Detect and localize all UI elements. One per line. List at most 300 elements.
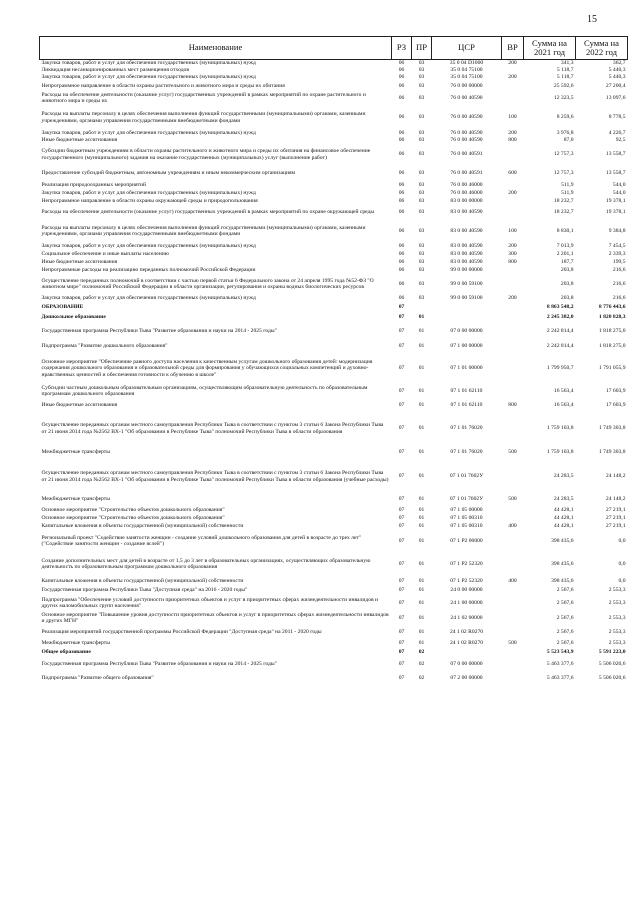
cell-name: Осуществление переданных органам местного самоуправления Республики Тыва в соответствии с пунктом 3 статьи 6 Закона Республики Тыва от 21 июня 2014 года №2562 ВХ-1 "Об образовании в Республике Тыва" полномочий Республики Тыва в области образования: [41, 422, 384, 435]
cell-name: Иные бюджетные ассигнования: [41, 402, 118, 409]
cell-name: Государственная программа Республики Тыва "Доступная среда" на 2016 - 2020 годы": [41, 587, 248, 594]
cell-pr: 03: [418, 74, 425, 81]
table-row: [40, 91, 628, 106]
cell-vr: [502, 267, 524, 275]
cell-rz: 06: [398, 280, 405, 287]
cell-name: Общее образование: [41, 649, 91, 656]
cell-vr: [502, 461, 524, 493]
cell-csr: 83 0 00 00000: [450, 198, 483, 205]
cell-rz: 07: [398, 614, 405, 621]
cell-name: Закупка товаров, работ и услуг для обеспечения государственных (муниципальных) нужд: [41, 190, 256, 197]
header-name: Наименование: [40, 37, 392, 60]
cell-sum-2022: 17 603,9: [605, 402, 626, 409]
table-row: [40, 67, 628, 74]
cell-sum-2021: 203,8: [560, 280, 574, 287]
cell-pr: 01: [418, 342, 425, 349]
cell-rz: 06: [398, 114, 405, 121]
cell-vr: 200: [508, 129, 517, 136]
cell-sum-2022: 5 506 020,6: [598, 674, 626, 681]
cell-sum-2021: 8 259,6: [556, 114, 574, 121]
table-row: [40, 312, 628, 324]
cell-sum-2022: 0,0: [618, 577, 626, 584]
cell-sum-2021: 16 563,4: [553, 402, 574, 409]
cell-pr: 03: [418, 151, 425, 158]
cell-rz: 06: [398, 190, 405, 197]
table-row: [40, 354, 628, 384]
cell-sum-2021: 5 463 377,6: [546, 660, 574, 667]
cell-sum-2022: 1 749 303,8: [598, 449, 626, 456]
header-csr: ЦСР: [432, 37, 502, 60]
cell-csr: 76 0 00 40590: [450, 94, 483, 101]
cell-sum-2022: 24 148,2: [605, 473, 626, 480]
cell-pr: 03: [418, 198, 425, 205]
cell-sum-2021: 203,8: [560, 294, 574, 301]
cell-pr: 02: [418, 649, 425, 656]
cell-name: Государственная программа Республики Тыва "Развитие образования и науки на 2014 - 2025 годы": [41, 327, 277, 334]
cell-pr: 03: [418, 94, 425, 101]
cell-vr: [502, 626, 524, 639]
cell-rz: 06: [398, 267, 405, 274]
cell-sum-2021: 2 567,6: [556, 587, 574, 594]
cell-pr: 01: [418, 327, 425, 334]
cell-vr: 600: [508, 170, 517, 177]
cell-sum-2022: 2 553,3: [608, 628, 626, 635]
cell-sum-2022: 5 591 223,0: [598, 649, 626, 656]
cell-pr: 03: [418, 190, 425, 197]
table-row: [40, 324, 628, 339]
cell-sum-2022: 9 384,8: [608, 227, 626, 234]
cell-csr: 24 1 02 R0270: [449, 628, 484, 635]
cell-sum-2021: 511,9: [561, 182, 574, 189]
cell-rz: 07: [398, 473, 405, 480]
cell-vr: [502, 312, 524, 324]
header-pr: ПР: [412, 37, 432, 60]
table-row: [40, 137, 628, 144]
cell-sum-2021: 5 523 543,9: [546, 649, 574, 656]
cell-sum-2022: 19 378,1: [605, 198, 626, 205]
cell-sum-2022: 1 818 275,0: [598, 342, 626, 349]
cell-pr: 01: [418, 314, 425, 321]
cell-rz: 07: [398, 327, 405, 334]
cell-rz: 06: [398, 170, 405, 177]
cell-sum-2021: 5 118,7: [556, 66, 574, 73]
cell-sum-2021: 5 463 377,6: [546, 674, 574, 681]
cell-csr: 83 0 00 40590: [450, 243, 483, 250]
cell-sum-2022: 27 219,1: [605, 523, 626, 530]
cell-csr: [432, 312, 502, 324]
cell-sum-2021: 87,0: [563, 136, 574, 143]
cell-rz: 07: [398, 660, 405, 667]
cell-sum-2021: 187,7: [560, 259, 574, 266]
cell-rz: 06: [398, 198, 405, 205]
table-row: [40, 611, 628, 626]
cell-pr: 01: [418, 387, 425, 394]
table-row: [40, 74, 628, 82]
cell-sum-2021: 12 757,3: [553, 151, 574, 158]
page-number: 15: [587, 14, 597, 25]
table-row: [40, 507, 628, 515]
cell-vr: [502, 67, 524, 74]
cell-vr: [502, 515, 524, 523]
cell-vr: [502, 596, 524, 611]
table-row: [40, 267, 628, 275]
table-row: [40, 182, 628, 190]
cell-vr: 400: [508, 523, 517, 530]
cell-pr: 03: [418, 129, 425, 136]
table-row: [40, 648, 628, 658]
table-row: [40, 82, 628, 91]
cell-pr: 03: [418, 243, 425, 250]
cell-name: Государственная программа Республики Тыва "Развитие образования и науки на 2014 - 2025 годы": [41, 660, 277, 667]
cell-sum-2021: 5 118,7: [556, 74, 574, 81]
table-row: [40, 130, 628, 137]
cell-csr: 07 2 00 00000: [450, 674, 483, 681]
cell-rz: 06: [398, 243, 405, 250]
cell-vr: 500: [508, 449, 517, 456]
cell-csr: 76 0 00 40591: [450, 151, 483, 158]
cell-vr: [502, 531, 524, 552]
table-row: [40, 577, 628, 586]
cell-vr: [502, 91, 524, 106]
cell-sum-2021: 398 435,6: [551, 537, 574, 544]
cell-pr: 03: [418, 209, 425, 216]
header-sum-2021: Сумма на 2021 год: [524, 37, 576, 60]
cell-rz: 07: [398, 515, 405, 522]
cell-csr: 83 0 00 40590: [450, 251, 483, 258]
cell-sum-2021: 2 567,6: [556, 599, 574, 606]
cell-rz: 07: [398, 387, 405, 394]
cell-name: Закупка товаров, работ и услуг для обеспечения государственных (муниципальных) нужд: [41, 294, 256, 301]
table-row: [40, 206, 628, 220]
cell-sum-2022: 2 553,3: [608, 587, 626, 594]
cell-rz: 07: [398, 496, 405, 503]
cell-sum-2021: 44 428,1: [553, 507, 574, 514]
cell-sum-2021: 12 323,5: [553, 94, 574, 101]
cell-pr: 03: [418, 251, 425, 258]
cell-rz: 07: [398, 303, 405, 310]
cell-sum-2022: 27 200,4: [605, 82, 626, 89]
cell-pr: 03: [418, 259, 425, 266]
cell-name: Капитальные вложения в объекты государственной (муниципальной) собственности: [41, 577, 244, 584]
cell-name: Непрограммные расходы на реализацию переданных полномочий Российской Федерации: [41, 267, 256, 274]
table-row: [40, 626, 628, 639]
cell-csr: 07 1 00 00000: [450, 342, 483, 349]
cell-rz: 07: [398, 577, 405, 584]
cell-vr: [502, 658, 524, 671]
header-vr: ВР: [502, 37, 524, 60]
cell-csr: 83 0 00 40590: [450, 209, 483, 216]
cell-sum-2022: 2 339,3: [608, 251, 626, 258]
cell-sum-2021: 398 435,6: [551, 560, 574, 567]
cell-rz: 06: [398, 251, 405, 258]
cell-name: ОБРАЗОВАНИЕ: [41, 303, 84, 310]
cell-name: Расходы на выплаты персоналу в целях обеспечения выполнения функций государственными (муниципальными) органами, казенными учреждениями, органами управления государственными внебюджетными фондами: [41, 224, 366, 237]
cell-pr: 03: [418, 66, 425, 73]
cell-rz: 06: [398, 259, 405, 266]
cell-pr: 01: [418, 425, 425, 432]
cell-csr: 07 0 00 00000: [450, 327, 483, 334]
cell-csr: 99 0 00 59100: [450, 280, 483, 287]
cell-rz: 07: [398, 402, 405, 409]
cell-sum-2022: 5 440,3: [608, 66, 626, 73]
cell-name: Подпрограмма "Обеспечение условий доступности приоритетных объектов и услуг в приоритетных сферах жизнедеятельности инвалидов и других маломобильных групп населения": [41, 596, 379, 609]
cell-sum-2022: 8 776 443,6: [598, 303, 626, 310]
cell-sum-2022: 0,0: [618, 560, 626, 567]
cell-csr: 35 0 04 75100: [450, 74, 483, 81]
cell-name: Закупка товаров, работ и услуг для обеспечения государственных (муниципальных) нужд: [41, 74, 256, 81]
cell-sum-2021: 2 567,6: [556, 628, 574, 635]
cell-sum-2021: 44 428,1: [553, 515, 574, 522]
cell-name: Межбюджетные трансферты: [41, 496, 110, 503]
cell-name: Основное мероприятие "Обеспечение равного доступа населения к качественным услугам дошкольного образования детей: модернизация содержания дошкольного образования и образовательной среды для формирования у обучающихся социальных компетенций и духовно-нравственных ценностей и обеспечения готовности к обучению в школе": [41, 359, 373, 378]
cell-csr: 24 1 02 R0270: [449, 639, 484, 646]
header-sum-2022: Сумма на 2022 год: [576, 37, 628, 60]
cell-sum-2022: 13 558,7: [605, 170, 626, 177]
cell-csr: 07 1 01 62110: [450, 402, 483, 409]
cell-name: Непрограммное направление в области охраны растительного и животного мира и среды их обитания: [41, 82, 285, 89]
cell-pr: 03: [418, 60, 425, 67]
cell-csr: 07 0 00 00000: [450, 660, 483, 667]
cell-sum-2022: 24 148,2: [605, 496, 626, 503]
cell-csr: 07 1 01 62110: [450, 387, 483, 394]
cell-sum-2021: 12 757,3: [553, 170, 574, 177]
cell-pr: 01: [418, 365, 425, 372]
cell-sum-2021: 24 283,5: [553, 473, 574, 480]
cell-sum-2021: 511,9: [561, 190, 574, 197]
table-row: [40, 552, 628, 577]
cell-sum-2021: 1 799 950,7: [546, 365, 574, 372]
cell-vr: [502, 611, 524, 626]
cell-csr: 83 0 00 40590: [450, 227, 483, 234]
table-row: [40, 259, 628, 267]
cell-vr: [502, 384, 524, 399]
cell-vr: [502, 586, 524, 596]
cell-vr: [502, 648, 524, 658]
cell-pr: 03: [418, 294, 425, 301]
cell-csr: 07 1 P2 52320: [450, 577, 483, 584]
table-row: [40, 294, 628, 303]
cell-vr: 500: [508, 639, 517, 646]
cell-csr: 76 0 00 46000: [450, 182, 483, 189]
cell-name: Расходы на выплаты персоналу в целях обеспечения выполнения функций государственными (муниципальными) органами, казенными учреждениями, органами управления государственными внебюджетными фондами: [41, 111, 366, 124]
cell-sum-2021: 8 830,1: [556, 227, 574, 234]
cell-csr: [432, 303, 502, 312]
cell-csr: 99 0 00 00000: [450, 267, 483, 274]
cell-pr: 03: [418, 170, 425, 177]
cell-pr: 02: [418, 674, 425, 681]
cell-rz: 07: [398, 342, 405, 349]
cell-pr: 01: [418, 577, 425, 584]
cell-sum-2021: 203,8: [560, 267, 574, 274]
cell-rz: 06: [398, 294, 405, 301]
table-row: [40, 671, 628, 686]
cell-sum-2021: 2 567,6: [556, 639, 574, 646]
cell-vr: [502, 198, 524, 206]
cell-csr: 35 0 04 D1000: [449, 60, 484, 67]
cell-csr: 07 1 05 00000: [450, 507, 483, 514]
table-row: [40, 144, 628, 166]
cell-name: Осуществление переданных органам местного самоуправления Республики Тыва в соответствии с пунктом 3 статьи 6 Закона Республики Тыва от 21 июня 2014 года №2562 ВХ-1 "Об образовании в Республике Тыва" полномочий Республики Тыва в области образования (учебные расходы): [41, 470, 389, 483]
table-row: [40, 339, 628, 354]
table-header-row: [40, 37, 628, 60]
cell-name: Осуществление переданных полномочий в соответствии с частью первой статьи 6 Федерального закона от 24 апреля 1995 года №52-ФЗ "О животном мире" полномочий Российской Федерации в области организации, регулирования и охраны водных биологических ресурсов: [41, 277, 374, 290]
cell-vr: [502, 324, 524, 339]
cell-name: Основное мероприятие "Строительство объектов дошкольного образования": [41, 515, 225, 522]
cell-sum-2022: 1 791 055,9: [598, 365, 626, 372]
cell-sum-2022: 1 818 275,0: [598, 327, 626, 334]
cell-sum-2022: 13 097,6: [605, 94, 626, 101]
cell-pr: 01: [418, 537, 425, 544]
cell-rz: 07: [398, 449, 405, 456]
cell-pr: 01: [418, 402, 425, 409]
cell-name: Расходы на обеспечение деятельности (оказание услуг) государственных учреждений в рамках мероприятий по охране окружающей среды: [41, 209, 375, 216]
cell-csr: 07 1 01 7602У: [449, 496, 484, 503]
cell-sum-2021: 16 563,4: [553, 387, 574, 394]
cell-rz: 06: [398, 74, 405, 81]
cell-name: Реализация мероприятий государственной программы Российской Федерации "Доступная среда" на 2011 - 2020 годы: [41, 628, 322, 635]
cell-rz: 06: [398, 209, 405, 216]
cell-sum-2022: 2 553,3: [608, 639, 626, 646]
cell-sum-2022: 2 553,3: [608, 599, 626, 606]
cell-csr: 24 0 00 00000: [450, 587, 483, 594]
cell-rz: 07: [398, 425, 405, 432]
cell-csr: 76 0 00 40591: [450, 170, 483, 177]
cell-csr: 76 0 00 40590: [450, 129, 483, 136]
cell-rz: 07: [398, 560, 405, 567]
cell-name: Капитальные вложения в объекты государственной (муниципальной) собственности: [41, 523, 244, 530]
cell-name: Межбюджетные трансферты: [41, 449, 110, 456]
cell-sum-2022: 1 749 303,8: [598, 425, 626, 432]
cell-sum-2021: 1 759 103,8: [546, 449, 574, 456]
cell-sum-2022: 2 553,3: [608, 614, 626, 621]
cell-pr: 02: [418, 660, 425, 667]
cell-name: Реализация природоохранных мероприятий: [41, 182, 146, 189]
cell-pr: 01: [418, 639, 425, 646]
cell-sum-2022: 362,7: [612, 60, 626, 67]
cell-sum-2022: 8 778,5: [608, 114, 626, 121]
cell-name: Социальное обеспечение и иные выплаты населению: [41, 251, 169, 258]
cell-rz: 06: [398, 82, 405, 89]
cell-name: Расходы на обеспечение деятельности (оказание услуг) государственных учреждений в рамках мероприятий по охране растительного и животного мира и среды их: [41, 91, 366, 104]
cell-pr: 03: [418, 82, 425, 89]
table-row: [40, 399, 628, 413]
table-body: [40, 60, 628, 686]
budget-table: [39, 36, 628, 686]
cell-vr: [502, 182, 524, 190]
cell-csr: [432, 648, 502, 658]
cell-name: Закупка товаров, работ и услуг для обеспечения государственных (муниципальных) нужд: [41, 243, 256, 250]
cell-name: Предоставление субсидий бюджетным, автономным учреждениям и иным некоммерческим организациям: [41, 170, 296, 177]
cell-csr: 07 1 01 76020: [450, 449, 483, 456]
cell-vr: [502, 82, 524, 91]
cell-pr: 01: [418, 515, 425, 522]
cell-sum-2021: 18 232,7: [553, 198, 574, 205]
cell-sum-2021: 2 201,1: [556, 251, 574, 258]
cell-sum-2021: 2 567,6: [556, 614, 574, 621]
cell-sum-2022: 216,6: [612, 280, 626, 287]
cell-sum-2022: 17 603,9: [605, 387, 626, 394]
cell-rz: 07: [398, 587, 405, 594]
table-row: [40, 303, 628, 312]
cell-csr: 24 1 02 00000: [450, 614, 483, 621]
cell-vr: [502, 144, 524, 166]
table-row: [40, 190, 628, 198]
table-row: [40, 523, 628, 531]
cell-sum-2021: 24 283,5: [553, 496, 574, 503]
cell-vr: 500: [508, 496, 517, 503]
cell-vr: 800: [508, 136, 517, 143]
cell-vr: 200: [508, 74, 517, 81]
cell-sum-2022: 544,0: [612, 182, 626, 189]
table-row: [40, 639, 628, 648]
table-row: [40, 251, 628, 259]
cell-rz: 07: [398, 537, 405, 544]
cell-rz: 07: [398, 599, 405, 606]
table-row: [40, 220, 628, 243]
cell-csr: 35 0 04 75100: [450, 66, 483, 73]
cell-sum-2022: 199,5: [612, 259, 626, 266]
cell-sum-2021: 7 013,9: [556, 243, 574, 250]
cell-csr: 24 1 00 00000: [450, 599, 483, 606]
cell-vr: [502, 552, 524, 577]
cell-sum-2021: 2 245 382,0: [546, 314, 574, 321]
cell-csr: 76 0 00 40590: [450, 136, 483, 143]
cell-pr: 01: [418, 449, 425, 456]
cell-rz: 07: [398, 649, 405, 656]
table-row: [40, 493, 628, 507]
cell-vr: 800: [508, 402, 517, 409]
cell-pr: 01: [418, 614, 425, 621]
cell-rz: 06: [398, 151, 405, 158]
cell-rz: 07: [398, 639, 405, 646]
cell-rz: 07: [398, 365, 405, 372]
table-row: [40, 384, 628, 399]
cell-csr: 99 0 00 59100: [450, 294, 483, 301]
cell-sum-2022: 19 378,1: [605, 209, 626, 216]
cell-pr: 01: [418, 473, 425, 480]
cell-sum-2021: 25 592,6: [553, 82, 574, 89]
cell-sum-2021: 2 242 814,4: [546, 327, 574, 334]
cell-pr: 01: [418, 560, 425, 567]
header-rz: РЗ: [392, 37, 412, 60]
cell-pr: 01: [418, 507, 425, 514]
cell-csr: 07 1 01 76020: [450, 425, 483, 432]
cell-vr: [502, 507, 524, 515]
cell-name: Непрограммное направление в области охраны окружающей среды и природопользования: [41, 198, 258, 205]
cell-vr: [502, 671, 524, 686]
cell-vr: 200: [508, 190, 517, 197]
cell-sum-2021: 398 435,6: [551, 577, 574, 584]
cell-pr: 03: [418, 136, 425, 143]
table-row: [40, 445, 628, 461]
cell-csr: 76 0 00 40590: [450, 114, 483, 121]
cell-pr: 01: [418, 628, 425, 635]
cell-vr: 100: [508, 114, 517, 121]
table-row: [40, 515, 628, 523]
cell-rz: 07: [398, 523, 405, 530]
cell-sum-2021: 3 976,8: [556, 129, 574, 136]
cell-sum-2022: 92,5: [615, 136, 626, 143]
cell-name: Субсидии частным дошкольным образовательным организациям, осуществляющим образовательную деятельность по образовательным программам дошкольного образования: [41, 384, 368, 397]
cell-name: Закупка товаров, работ и услуг для обеспечения государственных (муниципальных) нужд: [41, 129, 256, 136]
table-row: [40, 106, 628, 130]
table-row: [40, 243, 628, 251]
cell-sum-2021: 1 759 103,8: [546, 425, 574, 432]
cell-name: Дошкольное образование: [41, 314, 106, 321]
cell-name: Иные бюджетные ассигнования: [41, 259, 118, 266]
cell-name: Иные бюджетные ассигнования: [41, 136, 118, 143]
cell-name: Подпрограмма "Развитие общего образования": [41, 674, 154, 681]
